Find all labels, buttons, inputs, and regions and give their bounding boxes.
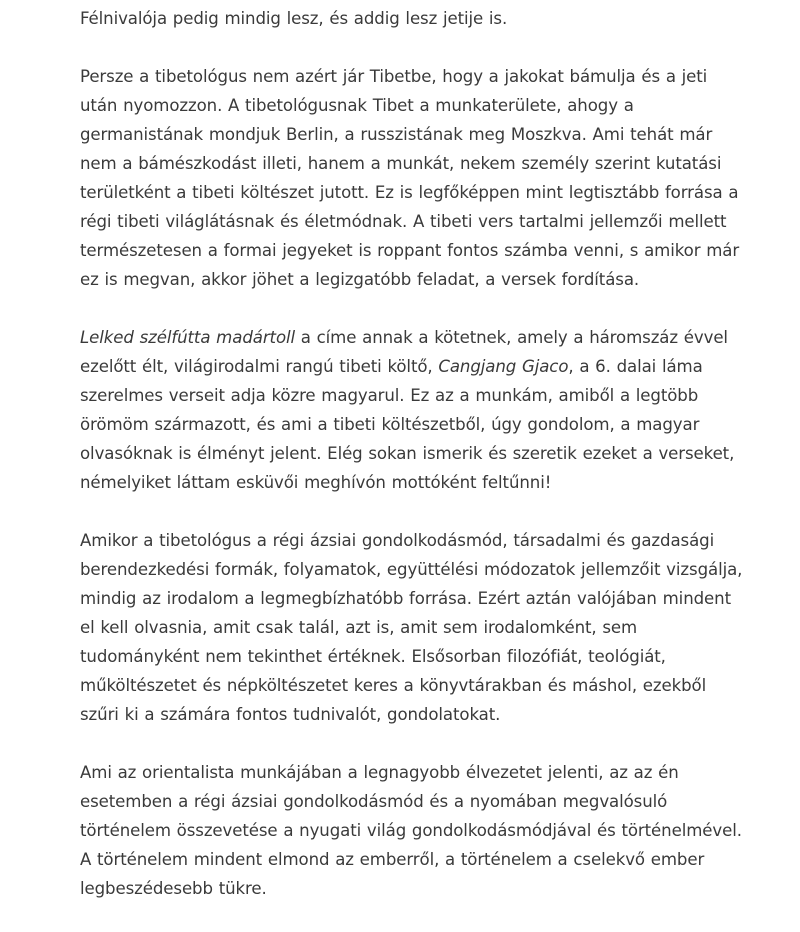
paragraph-3-text-b: , a 6. dalai láma szerelmes verseit adja közre magyarul. Ez az a munkám, amiből a legtöbb örömöm származott, és ami a tibeti költészetből, úgy gondolom, a magyar olvasóknak is élményt jelent. Elég sokan ismerik és szeretik ezeket a verseket, némelyiket láttam esküvői meghívón mottóként feltűnni!: [80, 357, 735, 492]
paragraph-2: Persze a tibetológus nem azért jár Tibetbe, hogy a jakokat bámulja és a jeti után nyomozzon. A tibetológusnak Tibet a munkaterülete, ahogy a germanistának mondjuk Berlin, a russzistának meg Moszkva. Ami tehát már nem a bámészkodást illeti, hanem a munkát, nekem személy szerint kutatási területként a tibeti költészet jutott. Ez is legfőképpen mint legtisztább forrása a régi tibeti világlátásnak és életmódnak. A tibeti vers tartalmi jellemzői mellett természetesen a formai jegyeket is roppant fontos számba venni, s amikor már ez is megvan, akkor jöhet a legizgatóbb feladat, a versek fordítása.: [80, 67, 740, 289]
article-body: [80, 4, 748, 932]
book-title: Lelked szélfútta madártoll: [80, 328, 296, 347]
paragraph-1: Félnivalója pedig mindig lesz, és addig lesz jetije is.: [80, 9, 508, 28]
poet-name: Cangjang Gjaco: [438, 357, 569, 376]
paragraph-3: [80, 323, 748, 497]
paragraph-5: Ami az orientalista munkájában a legnagyobb élvezetet jelenti, az az én esetemben a régi ázsiai gondolkodásmód és a nyomában megvalósuló történelem összevetése a nyugati világ gondolkodásmódjával és történelmével. A történelem mindent elmond az emberről, a történelem a cselekvő ember legbeszédesebb tükre.: [80, 763, 742, 898]
paragraph-3-text-a: a címe annak a kötetnek, amely a háromszáz évvel ezelőtt élt, világirodalmi rangú tibeti költő,: [80, 328, 728, 376]
paragraph-4: Amikor a tibetológus a régi ázsiai gondolkodásmód, társadalmi és gazdasági berendezkedési formák, folyamatok, együttélési módozatok jellemzőit vizsgálja, mindig az irodalom a legmegbízhatóbb forrása. Ezért aztán valójában mindent el kell olvasnia, amit csak talál, azt is, amit sem irodalomként, sem tudományként nem tekinthet értéknek. Elsősorban filozófiát, teológiát, műköltészetet és népköltészetet keres a könyvtárakban és máshol, ezekből szűri ki a számára fontos tudnivalót, gondolatokat.: [80, 531, 743, 724]
